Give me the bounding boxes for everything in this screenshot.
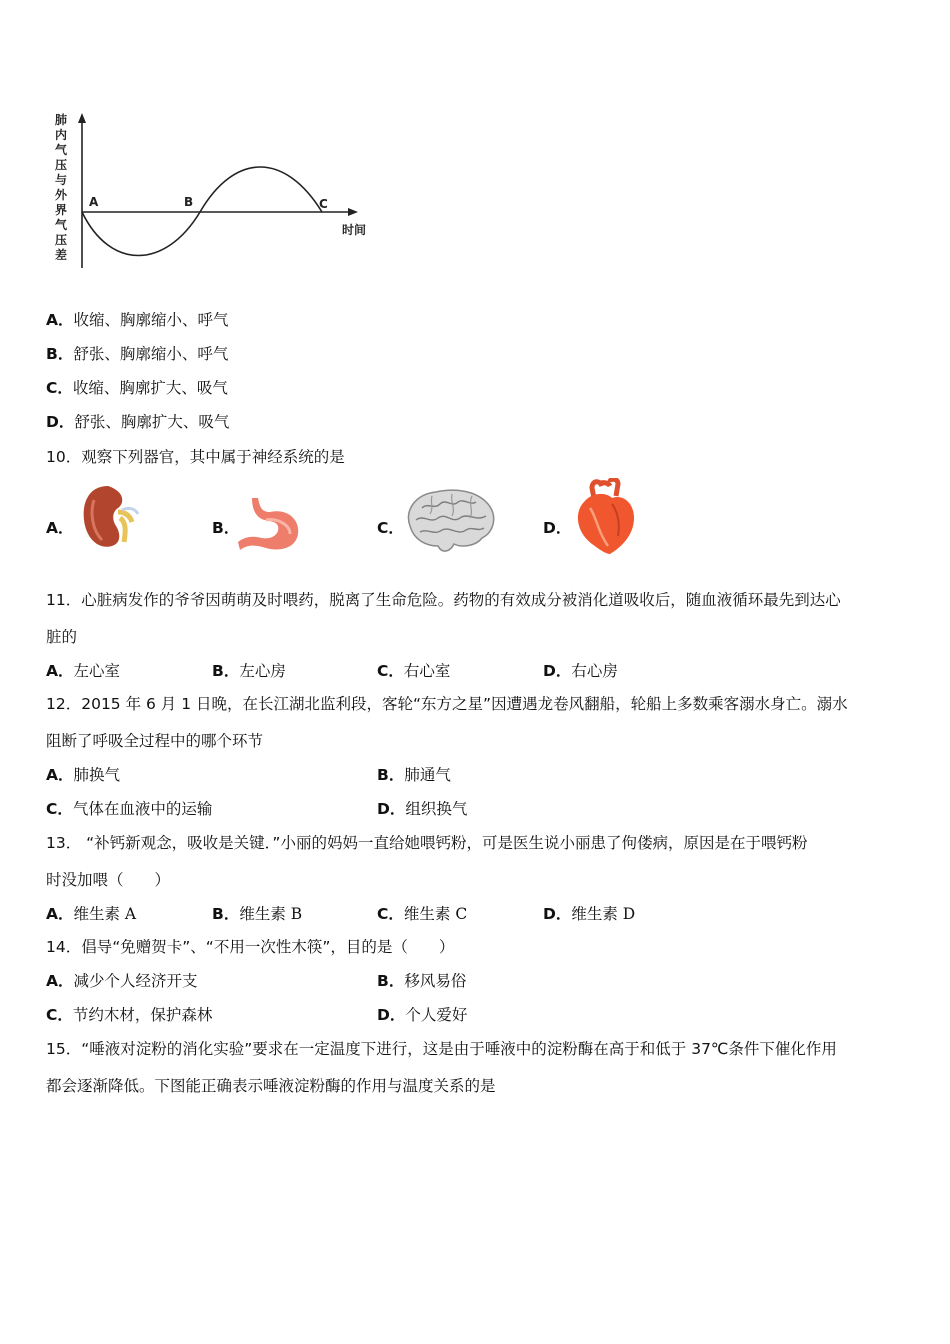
option-text: 肺换气 bbox=[73, 766, 121, 784]
option-text: 左心室 bbox=[73, 662, 121, 680]
q14-stem: 14．倡导“免赠贺卡”、“不用一次性木筷”，目的是（ ） bbox=[46, 938, 455, 956]
option-label: D． bbox=[543, 905, 572, 923]
option-label: D． bbox=[543, 519, 572, 537]
q13-option-a[interactable] bbox=[46, 902, 136, 926]
graph-y-arrow bbox=[78, 113, 86, 123]
pressure-graph bbox=[55, 110, 385, 275]
y-label-char: 气 bbox=[55, 218, 68, 232]
option-label: B． bbox=[46, 345, 74, 363]
option-text: 减少个人经济开支 bbox=[73, 972, 198, 990]
option-text: 舒张、胸廓缩小、呼气 bbox=[73, 345, 229, 363]
point-c-label: C bbox=[319, 197, 328, 211]
q15-stem-line1: 15．“唾液对淀粉的消化实验”要求在一定温度下进行，这是由于唾液中的淀粉酶在高于和低于 37℃条件下催化作用 bbox=[46, 1040, 837, 1058]
q11-option-c[interactable] bbox=[377, 659, 450, 683]
option-label: B． bbox=[212, 905, 240, 923]
point-b-label: B bbox=[184, 195, 194, 209]
brain-icon bbox=[402, 486, 498, 556]
q11-option-b[interactable] bbox=[212, 659, 286, 683]
graph-x-arrow bbox=[348, 208, 358, 216]
option-label: C． bbox=[46, 379, 73, 397]
option-text: 维生素 A bbox=[73, 905, 137, 923]
option-text: 移风易俗 bbox=[404, 972, 467, 990]
option-text: 右心室 bbox=[403, 662, 451, 680]
stomach-icon bbox=[236, 494, 304, 554]
option-label: D． bbox=[377, 1006, 406, 1024]
q12-option-d[interactable] bbox=[377, 797, 467, 821]
q12-option-a[interactable] bbox=[46, 763, 120, 787]
option-label: B． bbox=[377, 972, 405, 990]
option-label: C． bbox=[46, 800, 73, 818]
option-label: D． bbox=[543, 662, 572, 680]
q14-option-c[interactable] bbox=[46, 1003, 212, 1027]
heart-icon bbox=[572, 478, 638, 556]
q14-option-d[interactable] bbox=[377, 1003, 467, 1027]
q11-stem-line1: 11．心脏病发作的爷爷因萌萌及时喂药，脱离了生命危险。药物的有效成分被消化道吸收后，随血液循环最先到达心 bbox=[46, 591, 841, 609]
y-label-char: 气 bbox=[55, 143, 68, 157]
q10-option-c[interactable] bbox=[377, 516, 404, 538]
option-label: B． bbox=[212, 519, 240, 537]
q13-option-c[interactable] bbox=[377, 902, 467, 926]
y-label-char: 外 bbox=[55, 188, 68, 202]
q13-option-d[interactable] bbox=[543, 902, 635, 926]
option-text: 维生素 C bbox=[403, 905, 468, 923]
option-label: A． bbox=[46, 766, 74, 784]
option-text: 维生素 B bbox=[239, 905, 303, 923]
option-text: 肺通气 bbox=[404, 766, 451, 784]
q11-stem-line2: 脏的 bbox=[46, 628, 78, 646]
q10-option-d[interactable] bbox=[543, 516, 571, 538]
option-text: 节约木材，保护森林 bbox=[72, 1006, 213, 1024]
option-text: 舒张、胸廓扩大、吸气 bbox=[74, 413, 230, 431]
y-label-char: 肺 bbox=[55, 113, 68, 127]
option-text: 气体在血液中的运输 bbox=[72, 800, 213, 818]
q13-option-b[interactable] bbox=[212, 902, 302, 926]
option-label: D． bbox=[46, 413, 75, 431]
kidney-icon bbox=[80, 482, 142, 552]
option-label: C． bbox=[377, 662, 404, 680]
q11-option-d[interactable] bbox=[543, 659, 618, 683]
option-text: 左心房 bbox=[239, 662, 286, 680]
point-a-label: A bbox=[89, 195, 99, 209]
option-label: C． bbox=[377, 519, 404, 537]
q14-option-b[interactable] bbox=[377, 969, 466, 993]
q12-option-b[interactable] bbox=[377, 763, 451, 787]
q9-option-b[interactable] bbox=[46, 342, 228, 366]
q9-option-d[interactable] bbox=[46, 410, 229, 434]
option-label: A． bbox=[46, 972, 74, 990]
y-label-char: 差 bbox=[55, 248, 68, 262]
option-text: 组织换气 bbox=[405, 800, 468, 818]
q13-stem-line1: 13． “补钙新观念，吸收是关键．”小丽的妈妈一直给她喂钙粉，可是医生说小丽患了佝偻病，原因是在于喂钙粉 bbox=[46, 834, 808, 852]
option-text: 右心房 bbox=[571, 662, 618, 680]
q12-stem-line2: 阻断了呼吸全过程中的哪个环节 bbox=[46, 732, 264, 750]
option-label: B． bbox=[212, 662, 240, 680]
y-label-char: 压 bbox=[55, 233, 68, 247]
option-label: C． bbox=[46, 1006, 73, 1024]
y-label-char: 内 bbox=[55, 128, 68, 142]
q10-option-a[interactable] bbox=[46, 516, 74, 538]
option-label: A． bbox=[46, 905, 74, 923]
q9-option-a[interactable] bbox=[46, 308, 229, 332]
option-label: A． bbox=[46, 311, 74, 329]
option-label: D． bbox=[377, 800, 406, 818]
q11-option-a[interactable] bbox=[46, 659, 120, 683]
option-label: B． bbox=[377, 766, 405, 784]
q14-option-a[interactable] bbox=[46, 969, 198, 993]
q15-stem-line2: 都会逐渐降低。下图能正确表示唾液淀粉酶的作用与温度关系的是 bbox=[46, 1077, 496, 1095]
y-label-char: 界 bbox=[55, 203, 68, 217]
q10-stem: 10．观察下列器官，其中属于神经系统的是 bbox=[46, 448, 345, 466]
y-label-char: 与 bbox=[55, 173, 68, 187]
option-text: 收缩、胸廓缩小、呼气 bbox=[73, 311, 229, 329]
q13-stem-line2: 时没加喂（ ） bbox=[46, 871, 171, 889]
graph-x-label: 时间 bbox=[342, 223, 367, 237]
option-label: A． bbox=[46, 519, 74, 537]
option-label: A． bbox=[46, 662, 74, 680]
option-text: 个人爱好 bbox=[405, 1006, 468, 1024]
y-label-char: 压 bbox=[55, 158, 68, 172]
graph-y-label bbox=[55, 112, 68, 262]
option-label: C． bbox=[377, 905, 404, 923]
q12-stem-line1: 12．2015 年 6 月 1 日晚，在长江湖北监利段，客轮“东方之星”因遭遇龙卷风翻船，轮船上多数乘客溺水身亡。溺水 bbox=[46, 695, 848, 713]
q12-option-c[interactable] bbox=[46, 797, 212, 821]
option-text: 收缩、胸廓扩大、吸气 bbox=[72, 379, 228, 397]
option-text: 维生素 D bbox=[571, 905, 636, 923]
q9-option-c[interactable] bbox=[46, 376, 228, 400]
